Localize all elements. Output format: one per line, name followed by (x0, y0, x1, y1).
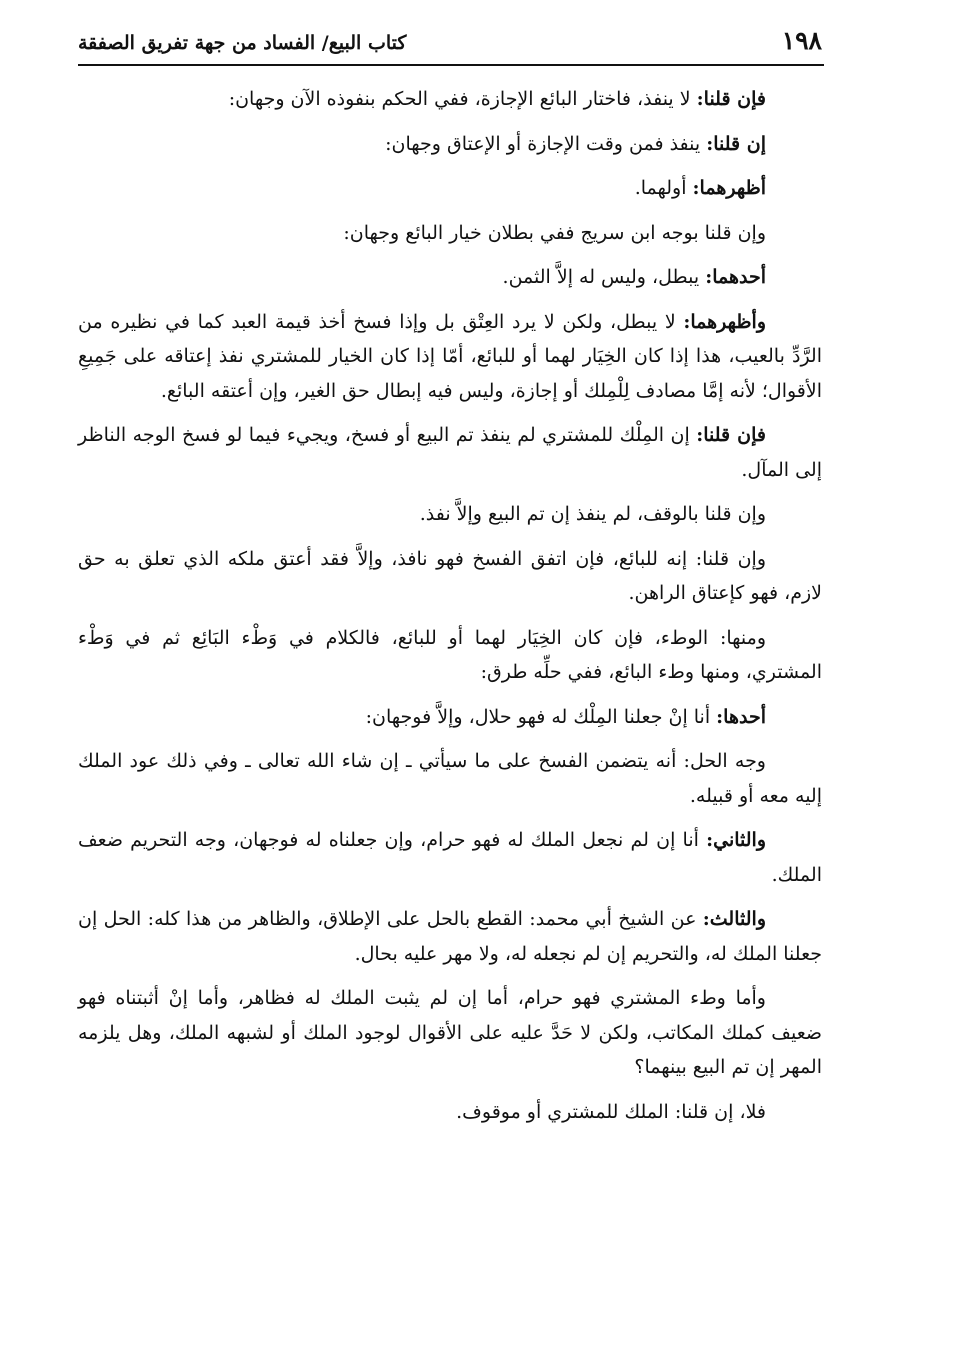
paragraph (78, 171, 822, 206)
paragraph (78, 418, 822, 487)
paragraph-text: عن الشيخ أبي محمد: القطع بالحل على الإطلاق، والظاهر من هذا كله: الحل إن جعلنا الملك له، والتحريم إن لم نجعله له، ولا مهر عليه بحال. (78, 908, 822, 965)
paragraph (78, 497, 822, 532)
paragraph-lead: أحدهما: (705, 266, 766, 288)
paragraph-text: وجه الحل: أنه يتضمن الفسخ على ما سيأتي ـ إن شاء الله تعالى ـ وفي ذلك عود الملك إليه معه أو قبيله. (78, 750, 822, 807)
paragraph-text: وإن قلنا بالوقف، لم ينفذ إن تم البيع وإلاَّ نفذ. (419, 503, 766, 525)
paragraph-lead: والثالث: (702, 908, 766, 930)
paragraph-lead: وأظهرهما: (683, 310, 766, 333)
paragraph-text: يبطل، وليس له إلاَّ الثمن. (502, 266, 706, 288)
paragraph-text: إن المِلْك للمشتري لم ينفذ تم البيع أو فسخ، ويجيء فيما لو فسخ الوجه الناظر إلى المآل. (78, 424, 822, 481)
paragraph-lead: فإن قلنا: (696, 424, 766, 446)
paragraph (78, 1095, 822, 1130)
paragraph-text: ينفذ فمن وقت الإجازة أو الإعتاق وجهان: (385, 132, 707, 155)
paragraph (78, 621, 822, 690)
paragraph-text: وإن قلنا بوجه ابن سريج ففي بطلان خيار البائع وجهان: (343, 221, 766, 244)
paragraph (78, 305, 822, 409)
paragraph (78, 902, 822, 971)
running-title: كتاب البيع/ الفساد من جهة تفريق الصفقة (78, 32, 407, 54)
paragraph-text: أنا إنْ جعلنا المِلْك له فهو حلال، وإلاَّ فوجهان: (365, 705, 717, 728)
paragraph-lead: أحدها: (716, 705, 766, 728)
paragraph-text: وأما وطء المشتري فهو حرام، أما إن لم يثبت الملك له فظاهر، وأما إنْ أثبتناه فهو ضعيف كملك المكاتب، ولكن لا حَدَّ عليه على الأقوال لوجود الملك أو لشبهه الملك، وهل يلزمه المهر إن تم البيع بينهما؟ (78, 987, 822, 1078)
paragraph (78, 744, 822, 813)
paragraph-text: فلا، إن قلنا: الملك للمشتري أو موقوف. (456, 1100, 766, 1123)
paragraph (78, 216, 822, 251)
paragraph (78, 981, 822, 1085)
paragraph-text: أولهما. (634, 177, 693, 199)
paragraph (78, 700, 822, 735)
page-number: ١٩٨ (781, 26, 822, 55)
paragraph (78, 542, 822, 611)
paragraph (78, 260, 822, 295)
paragraph (78, 823, 822, 892)
paragraph-text: لا ينفذ، فاختار البائع الإجازة، ففي الحكم بنفوذه الآن وجهان: (228, 88, 697, 110)
paragraph-text: أنا إن لم نجعل الملك له فهو حرام، وإن جعلناه له فوجهان، وجه التحريم ضعف الملك. (78, 829, 822, 886)
paragraph-text: لا يبطل، ولكن لا يرد العِتْق بل وإذا فسخ أخذ قيمة العبد كما في نظيره من الرَّدِّ بالعيب، هذا إذا كان الخِيَار لهما أو للبائع، أمّا إذا كان الخيار للمشتري نفذ إعتاقه على جَمِيعِ الأقوال؛ لأنه إمَّا مصادف لِلْمِلك أو إجازة، وليس فيه إبطال حق الغير، وإن أعتقه البائع. (78, 310, 822, 402)
header-rule (78, 64, 824, 66)
paragraph-lead: فإن قلنا: (696, 88, 766, 110)
paragraph-text: ومنها: الوطء، فإن كان الخِيَار لهما أو للبائع، فالكلام في وَطْء البَائِع ثم في وَطْء المشتري، ومنها وطء البائع، ففي حلِّه طرق: (78, 626, 822, 683)
paragraph (78, 82, 822, 117)
body-text (78, 82, 822, 1139)
paragraph-lead: أظهرهما: (692, 177, 766, 199)
paragraph-lead: إن قلنا: (706, 132, 766, 155)
paragraph (78, 127, 822, 162)
paragraph-text: وإن قلنا: إنه للبائع، فإن اتفق الفسخ فهو نافذ، وإلاَّ فقد أعتق ملكه الذي تعلق به حق لازم، فهو كإعتاق الراهن. (78, 547, 822, 604)
paragraph-lead: والثاني: (706, 829, 766, 851)
page-header (78, 26, 824, 60)
